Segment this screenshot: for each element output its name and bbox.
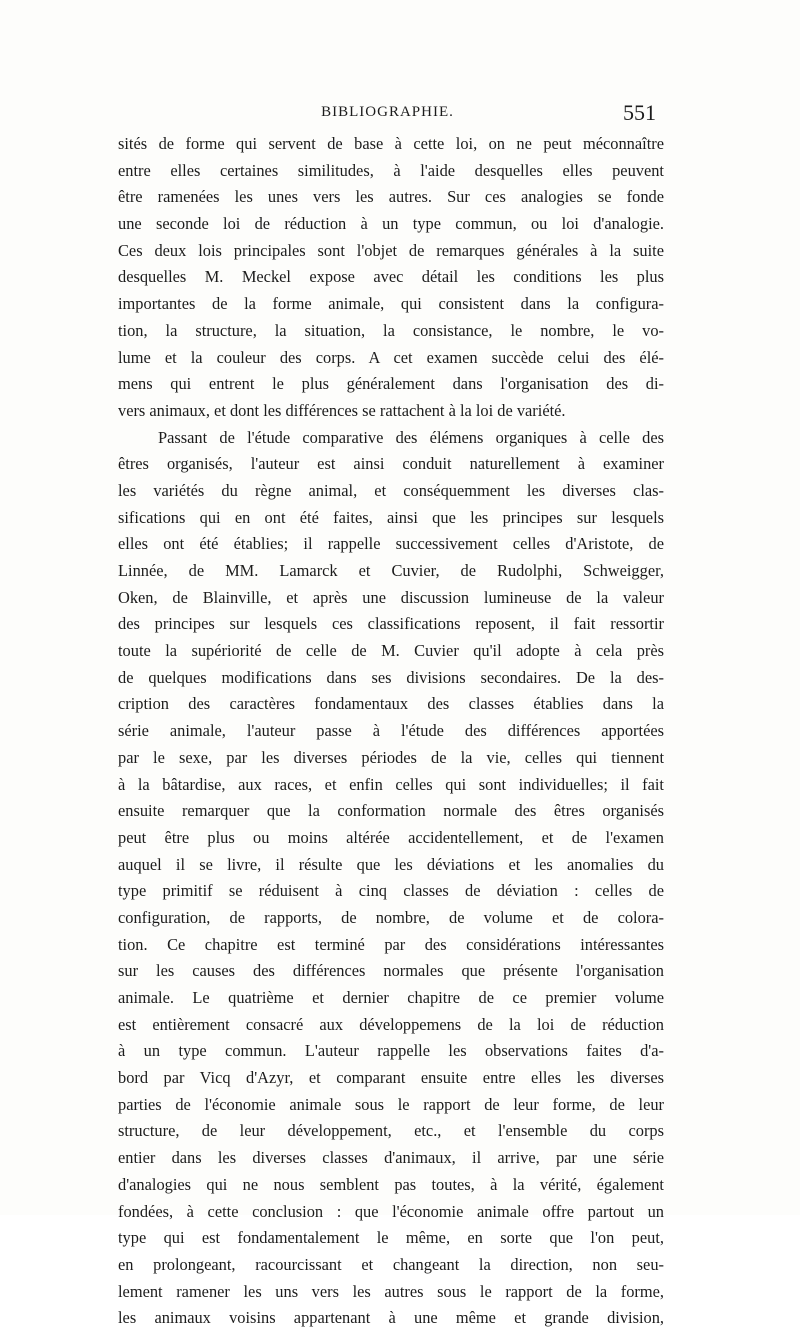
text-line: sur les causes des différences normales que présente l'organisation [118,961,664,981]
text-line: toute la supériorité de celle de M. Cuvier qu'il adopte à cela près [118,641,664,661]
text-line: de quelques modifications dans ses divisions secondaires. De la des- [118,667,664,687]
text-line: tion, la structure, la situation, la consistance, le nombre, le vo- [118,320,664,340]
text-line: par le sexe, par les diverses périodes de la vie, celles qui tiennent [118,747,664,767]
text-line: configuration, de rapports, de nombre, de volume et de colora- [118,907,664,927]
body-text [118,131,664,1332]
text-line: sités de forme qui servent de base à cette loi, on ne peut méconnaître [118,134,664,153]
text-line: les animaux voisins appartenant à une même et grande division, [118,1308,664,1328]
text-line: tion. Ce chapitre est terminé par des considérations intéressantes [118,934,664,954]
text-line: lume et la couleur des corps. A cet examen succède celui des élé- [118,347,664,367]
text-line: êtres organisés, l'auteur est ainsi conduit naturellement à examiner [118,454,664,474]
text-line: mens qui entrent le plus généralement dans l'organisation des di- [118,374,664,394]
text-line: lement ramener les uns vers les autres sous le rapport de la forme, [118,1281,664,1301]
text-line: entre elles certaines similitudes, à l'aide desquelles elles peuvent [118,160,664,180]
text-line: desquelles M. Meckel expose avec détail les conditions les plus [118,267,664,287]
text-line: Oken, de Blainville, et après une discussion lumineuse de la valeur [118,587,664,607]
text-line: type qui est fondamentalement le même, en sorte que l'on peut, [118,1228,664,1248]
text-line: importantes de la forme animale, qui consistent dans la configura- [118,294,664,314]
text-line: est entièrement consacré aux développemens de la loi de réduction [118,1014,664,1034]
text-line: Ces deux lois principales sont l'objet de remarques générales à la suite [118,240,664,260]
paragraph-start-line: Passant de l'étude comparative des élémens organiques à celle des [158,427,664,447]
running-title: BIBLIOGRAPHIE. [321,104,454,120]
text-line: une seconde loi de réduction à un type commun, ou loi d'analogie. [118,214,664,234]
text-line: animale. Le quatrième et dernier chapitre de ce premier volume [118,988,664,1007]
text-line: des principes sur lesquels ces classifications reposent, il fait ressortir [118,614,664,634]
text-line: ensuite remarquer que la conformation normale des êtres organisés [118,801,664,821]
text-line: vers animaux, et dont les différences se rattachent à la loi de variété. [118,400,566,420]
text-line: cription des caractères fondamentaux des classes établies dans la [118,694,664,714]
text-line: bord par Vicq d'Azyr, et comparant ensuite entre elles les diverses [118,1068,664,1088]
text-line: Linnée, de MM. Lamarck et Cuvier, de Rudolphi, Schweigger, [118,561,664,580]
text-line: être ramenées les unes vers les autres. Sur ces analogies se fonde [118,187,664,207]
text-line: elles ont été établies; il rappelle successivement celles d'Aristote, de [118,534,664,554]
text-line: auquel il se livre, il résulte que les déviations et les anomalies du [118,854,664,874]
text-line: peut être plus ou moins altérée accidentellement, et de l'examen [118,827,664,847]
text-line: structure, de leur développement, etc., et l'ensemble du corps [118,1121,664,1141]
text-line: série animale, l'auteur passe à l'étude des différences apportées [118,721,664,741]
running-head [115,100,660,128]
text-line: les variétés du règne animal, et conséquemment les diverses clas- [118,480,664,500]
page-number: 551 [623,100,656,125]
text-line: type primitif se réduisent à cinq classes de déviation : celles de [118,881,664,901]
text-line: en prolongeant, racourcissant et changeant la direction, non seu- [118,1254,664,1274]
text-line: d'analogies qui ne nous semblent pas toutes, à la vérité, également [118,1174,664,1194]
text-line: sifications qui en ont été faites, ainsi que les principes sur lesquels [118,507,664,527]
text-line: à un type commun. L'auteur rappelle les observations faites d'a- [118,1041,664,1061]
text-line: parties de l'économie animale sous le rapport de leur forme, de leur [118,1094,664,1114]
text-line: entier dans les diverses classes d'animaux, il arrive, par une série [118,1148,664,1168]
text-line: fondées, à cette conclusion : que l'économie animale offre partout un [118,1201,664,1221]
text-line: à la bâtardise, aux races, et enfin celles qui sont individuelles; il fait [118,774,664,794]
